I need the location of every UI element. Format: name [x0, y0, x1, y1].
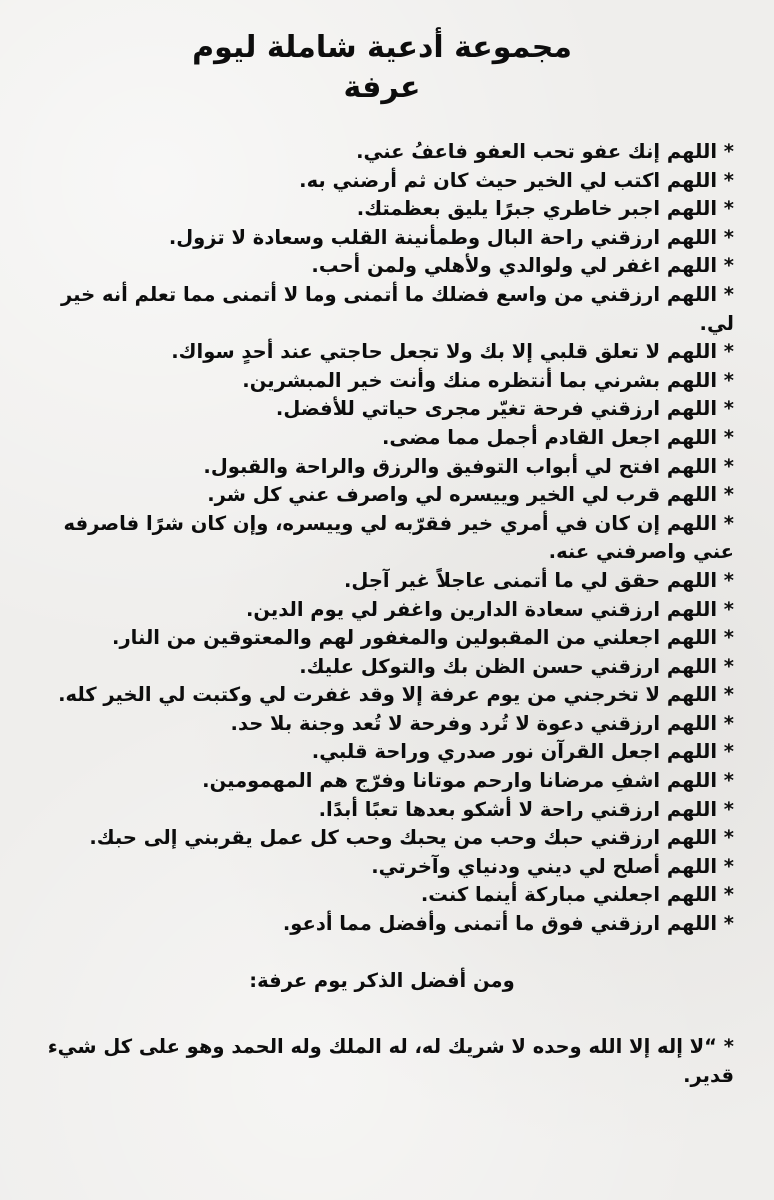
dhikr-heading: ومن أفضل الذكر يوم عرفة:	[249, 968, 515, 992]
list-item: * اللهم اجعلني من المقبولين والمغفور لهم والمعتوقين من النار.	[112, 626, 734, 650]
list-item: * اللهم اغفر لي ولوالدي ولأهلي ولمن أحب.	[311, 254, 734, 278]
list-item: * اللهم ارزقني راحة لا أشكو بعدها تعبًا أبدًا.	[318, 797, 734, 821]
list-item: * اللهم ارزقني فرحة تغيّر مجرى حياتي للأفضل.	[275, 397, 734, 421]
list-item: * اللهم اشفِ مرضانا وارحم موتانا وفرّج هم المهمومين.	[202, 769, 734, 793]
dhikr-text: * “لا إله إلا الله وحده لا شريك له، له الملك وله الحمد وهو على كل شيء قدير.	[47, 1035, 734, 1087]
list-item: * اللهم ارزقني دعوة لا تُرد وفرحة لا تُعد وجنة بلا حد.	[230, 711, 734, 735]
title-line-1: مجموعة أدعية شاملة ليوم	[192, 30, 572, 65]
list-item: * اللهم اجعلني مباركة أينما كنت.	[420, 883, 734, 907]
list-item: * اللهم افتح لي أبواب التوفيق والرزق والراحة والقبول.	[203, 454, 734, 478]
list-item: * اللهم لا تعلق قلبي إلا بك ولا تجعل حاجتي عند أحدٍ سواك.	[171, 340, 734, 364]
list-item: * اللهم إنك عفو تحب العفو فاعفُ عني.	[356, 140, 734, 163]
list-item: * اللهم قرب لي الخير وييسره لي واصرف عني كل شر.	[207, 483, 734, 507]
list-item: * اللهم اجعل القرآن نور صدري وراحة قلبي.	[311, 740, 734, 764]
list-item: * اللهم أصلح لي ديني ودنياي وآخرتي.	[371, 854, 734, 878]
title-line-2: عرفة	[343, 70, 421, 105]
list-item: * اللهم حقق لي ما أتمنى عاجلاً غير آجل.	[344, 568, 734, 592]
list-item: * اللهم ارزقني فوق ما أتمنى وأفضل مما أدعو.	[282, 912, 734, 936]
list-item: * اللهم ارزقني سعادة الدارين واغفر لي يوم الدين.	[245, 597, 734, 621]
list-item: * اللهم اجبر خاطري جبرًا يليق بعظمتك.	[356, 197, 734, 221]
list-item: * اللهم ارزقني راحة البال وطمأنينة القلب وسعادة لا تزول.	[168, 225, 734, 249]
page-title	[30, 28, 734, 108]
list-item: * اللهم اكتب لي الخير حيث كان ثم أرضني به.	[299, 168, 734, 192]
list-item: * اللهم بشرني بما أنتظره منك وأنت خير المبشرين.	[242, 368, 734, 392]
list-item: * اللهم إن كان في أمري خير فقرّبه لي وييسره، وإن كان شرًا فاصرفه عني واصرفني عنه.	[63, 511, 734, 564]
list-item: * اللهم لا تخرجني من يوم عرفة إلا وقد غفرت لي وكتبت لي الخير كله.	[58, 683, 734, 707]
list-item: * اللهم ارزقني من واسع فضلك ما أتمنى وما لا أتمنى مما تعلم أنه خير لي.	[61, 282, 734, 335]
list-item: * اللهم اجعل القادم أجمل مما مضى.	[382, 425, 734, 449]
dua-list	[30, 138, 734, 939]
list-item: * اللهم ارزقني حسن الظن بك والتوكل عليك.	[299, 654, 734, 678]
list-item: * اللهم ارزقني حبك وحب من يحبك وحب كل عمل يقربني إلى حبك.	[89, 826, 734, 850]
